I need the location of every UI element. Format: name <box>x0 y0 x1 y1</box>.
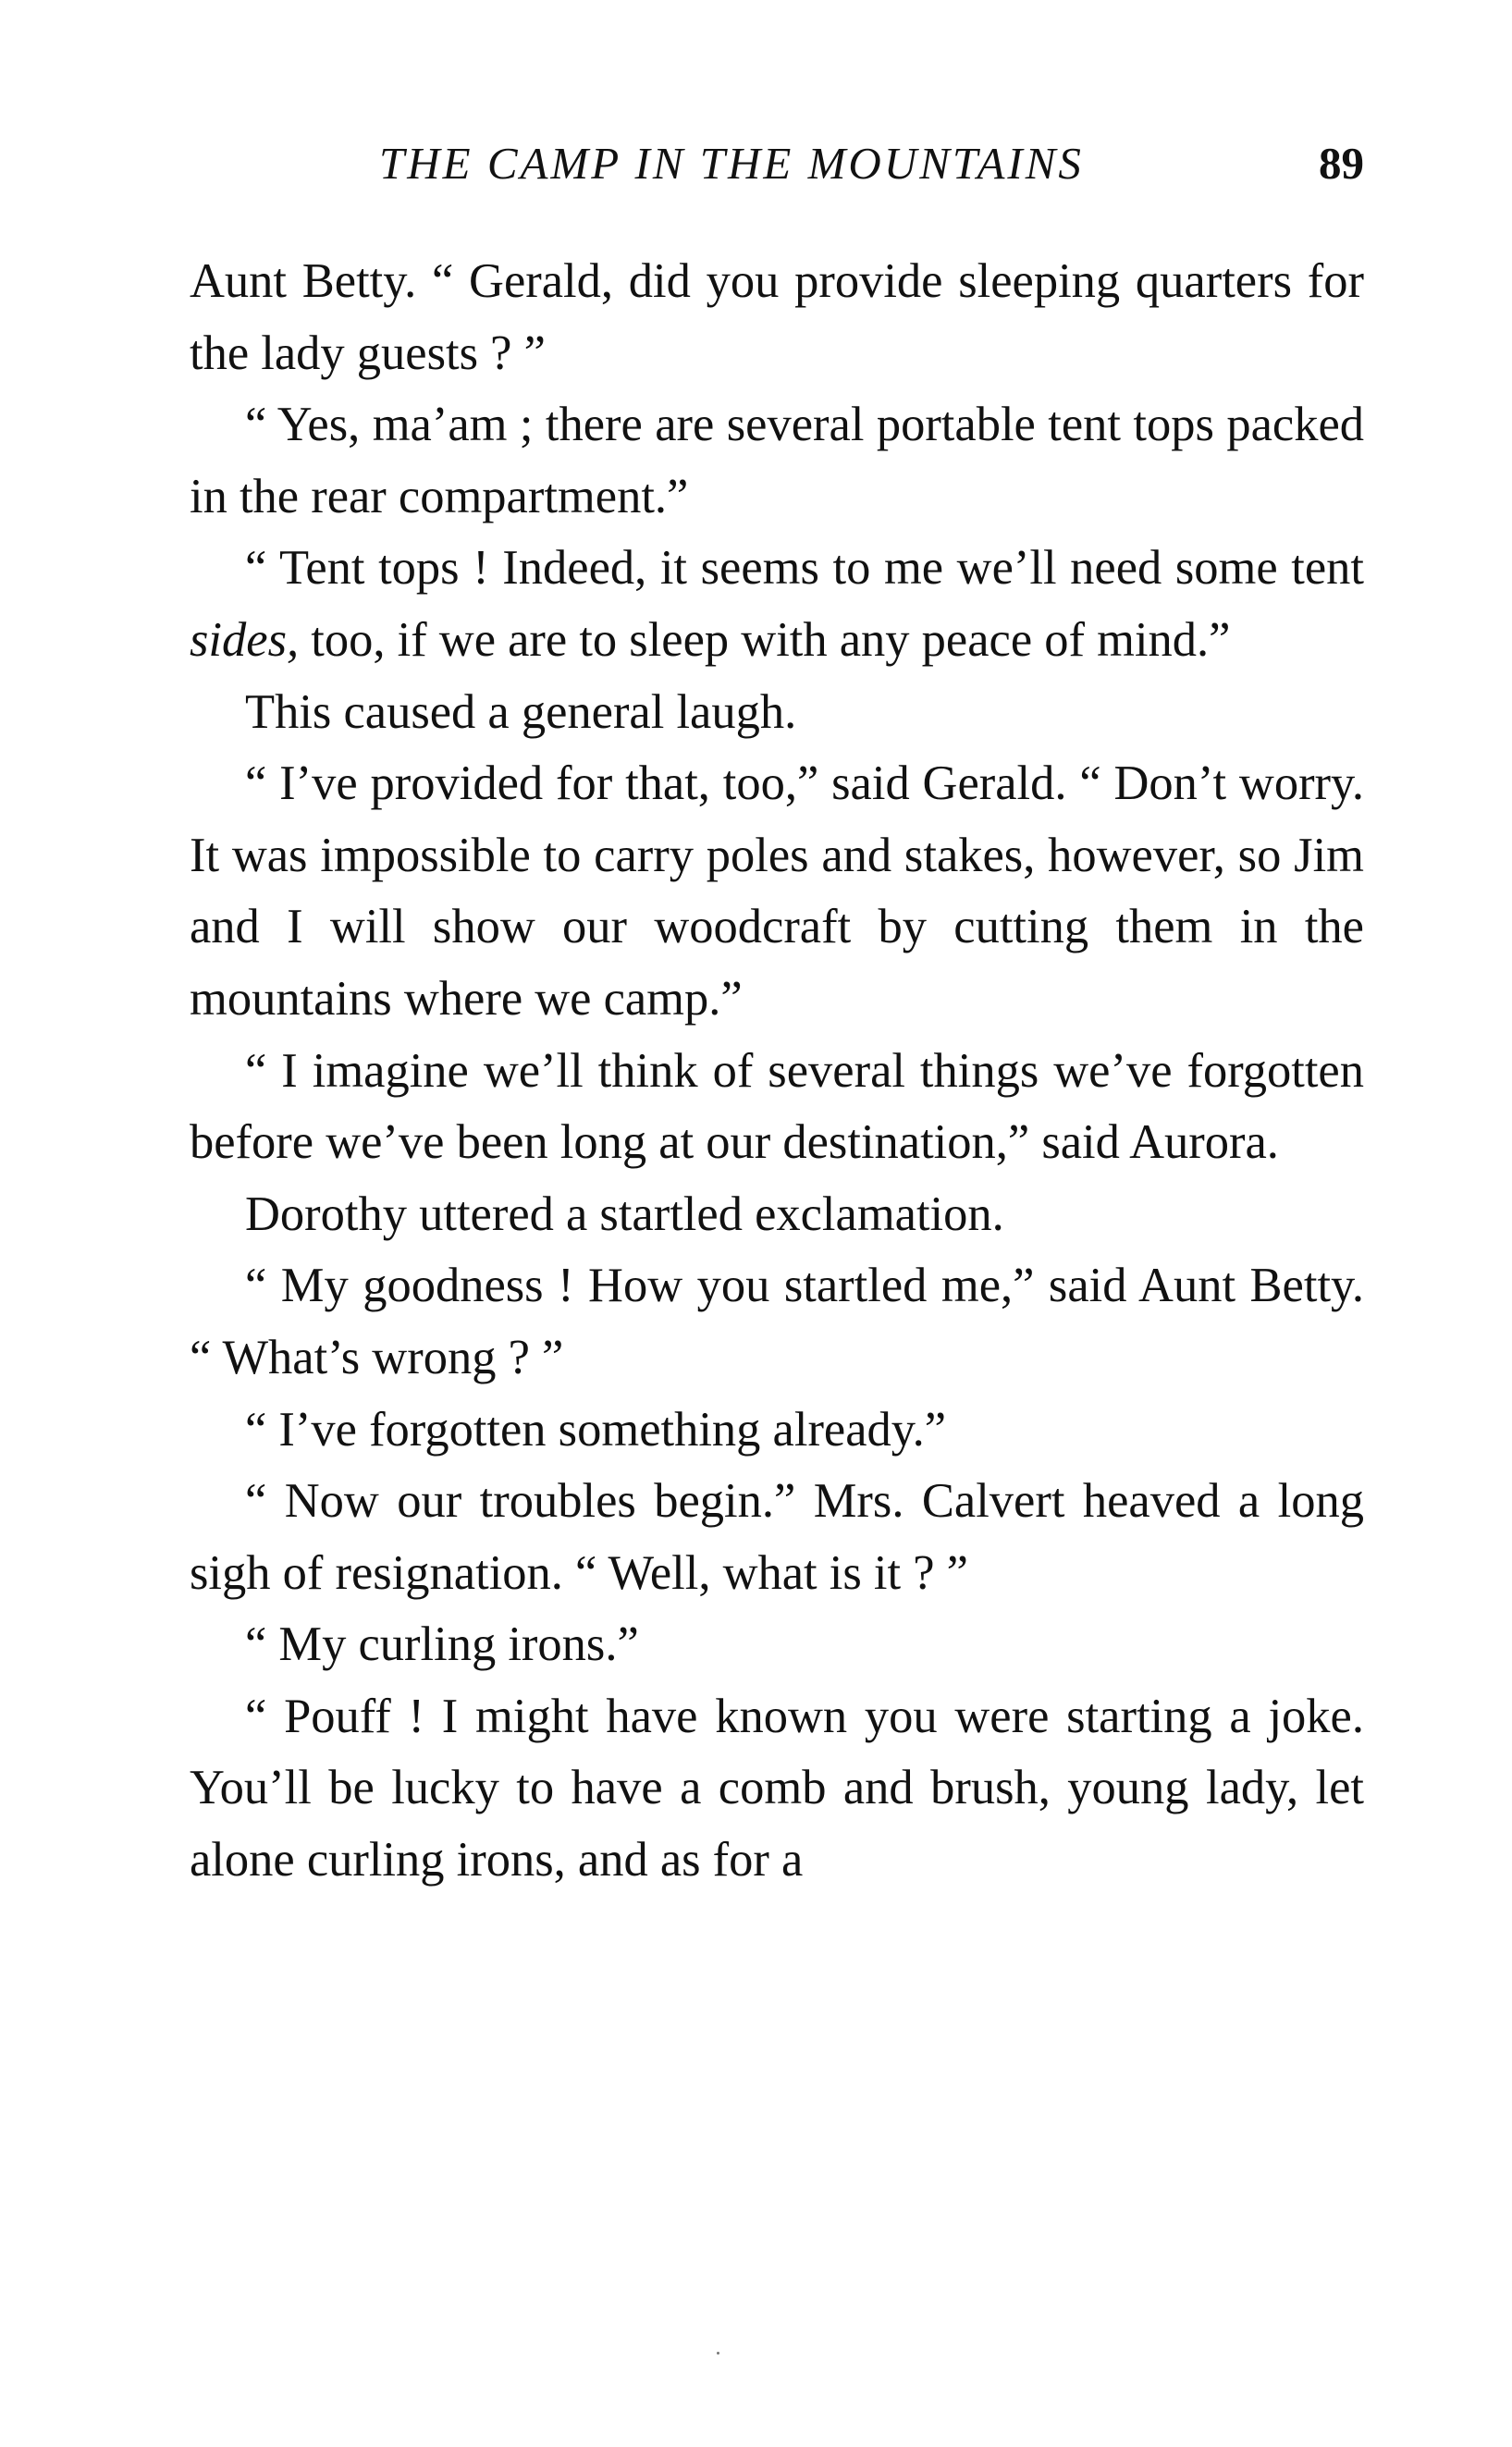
paragraph-text: too, if we are to sleep with any peace of mind.” <box>299 612 1231 667</box>
running-head <box>190 137 1364 202</box>
paragraph-text: “ Tent tops ! Indeed, it seems to me we’ll need some tent <box>245 541 1364 596</box>
paragraph: “ My goodness ! How you startled me,” said Aunt Betty. “ What’s wrong ? ” <box>190 1259 1364 1384</box>
paragraph: This caused a general laugh. <box>245 684 797 739</box>
paragraph: “ My curling irons.” <box>245 1617 639 1672</box>
paragraph: “ I’ve forgotten something already.” <box>245 1402 947 1457</box>
running-title: THE CAMP IN THE MOUNTAINS <box>379 138 1084 189</box>
paragraph: Dorothy uttered a startled exclamation. <box>245 1187 1004 1241</box>
paragraph: “ I imagine we’ll think of several things we’ve forgotten before we’ve been long at our destination,” said Aurora. <box>190 1043 1364 1170</box>
paragraph: “ Yes, ma’am ; there are several portable tent tops packed in the rear compartment.” <box>190 398 1364 523</box>
paragraph: “ Now our troubles begin.” Mrs. Calvert heaved a long sigh of resignation. “ Well, what is it ? ” <box>190 1474 1364 1600</box>
paragraph: “ I’ve provided for that, too,” said Gerald. “ Don’t worry. It was impossible to carry poles and stakes, however, so Jim and I will show our woodcraft by cutting them in the mountains where we camp.” <box>190 756 1364 1026</box>
paragraph: “ Pouff ! I might have known you were starting a joke. You’ll be lucky to have a comb and brush, young lady, let alone curling irons, and as for a <box>190 1689 1364 1888</box>
page-number: 89 <box>1319 138 1364 189</box>
paper-speck <box>717 2352 719 2355</box>
body-text <box>190 246 1364 1897</box>
italic-word: sides, <box>190 612 300 667</box>
paragraph <box>190 533 1364 676</box>
paragraph: Aunt Betty. “ Gerald, did you provide sleeping quarters for the lady guests ? ” <box>190 254 1364 380</box>
